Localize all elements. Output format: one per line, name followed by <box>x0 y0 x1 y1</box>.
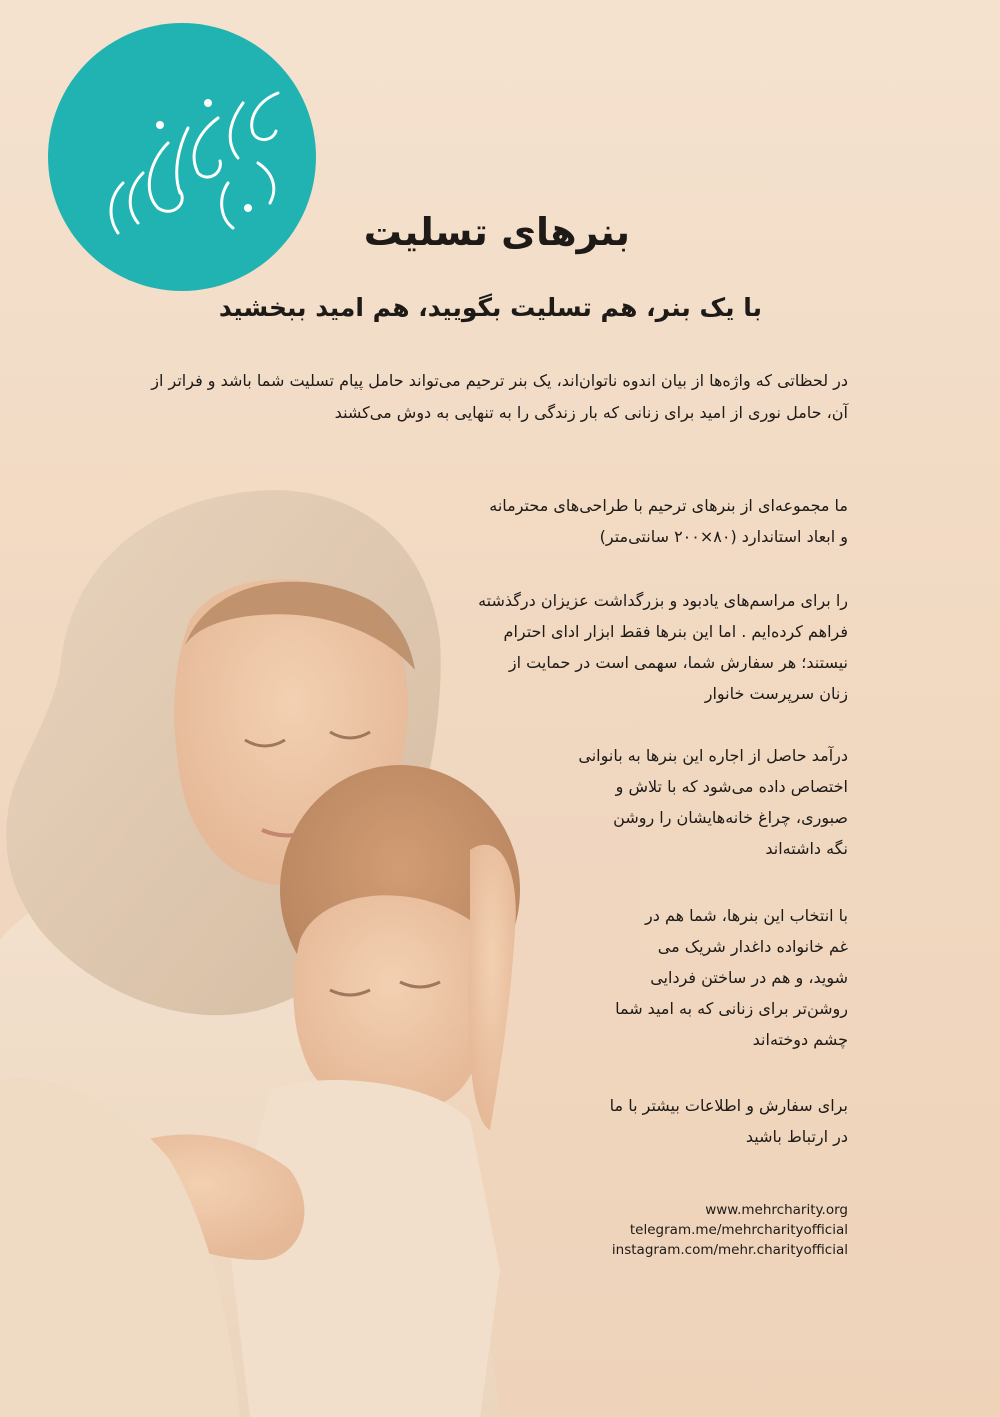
page-title: بنرهای تسلیت <box>363 210 630 254</box>
instagram-link[interactable]: instagram.com/mehr.charityofficial <box>611 1242 848 1258</box>
website-link[interactable]: www.mehrcharity.org <box>705 1202 848 1218</box>
paragraph-contact-us: برای سفارش و اطلاعات بیشتر با ما در ارتباط باشید <box>609 1096 848 1146</box>
page-subtitle: با یک بنر، هم تسلیت بگویید، هم امید ببخشید <box>218 293 762 322</box>
paragraph-memorial-ceremonies: را برای مراسم‌های یادبود و بزرگداشت عزیزان درگذشته فراهم کرده‌ایم . اما این بنرها فقط ابزار ادای احترام نیستند؛ هر سفارش شما، سهمی است در حمایت از زنان سرپرست خانوار <box>478 591 848 703</box>
telegram-link[interactable]: telegram.me/mehrcharityofficial <box>629 1222 848 1238</box>
paragraph-sharing-grief: با انتخاب این بنرها، شما هم در غم خانواده داغدار شریک می شوید، و هم در ساختن فردایی روشن‌تر برای زنانی که به امید شما چشم دوخته‌اند <box>615 906 848 1049</box>
paragraph-banners-collection: ما مجموعه‌ای از بنرهای ترحیم با طراحی‌های محترمانه و ابعاد استاندارد (۸۰×۲۰۰ سانتی‌متر) <box>489 496 848 546</box>
contact-links <box>612 1200 848 1260</box>
charity-logo <box>48 23 316 291</box>
intro-paragraph: در لحظاتی که واژه‌ها از بیان اندوه ناتوان‌اند، یک بنر ترحیم می‌تواند حامل پیام تسلیت شما باشد و فراتر از آن، حامل نوری از امید برای زنانی که بار زندگی را به تنهایی به دوش می‌کشند <box>151 371 848 422</box>
paragraph-income-allocation: درآمد حاصل از اجاره این بنرها به بانوانی اختصاص داده می‌شود که با تلاش و صبوری، چراغ خانه‌هایشان را روشن نگه داشته‌اند <box>578 746 848 858</box>
calligraphy-logo-icon <box>48 23 316 291</box>
